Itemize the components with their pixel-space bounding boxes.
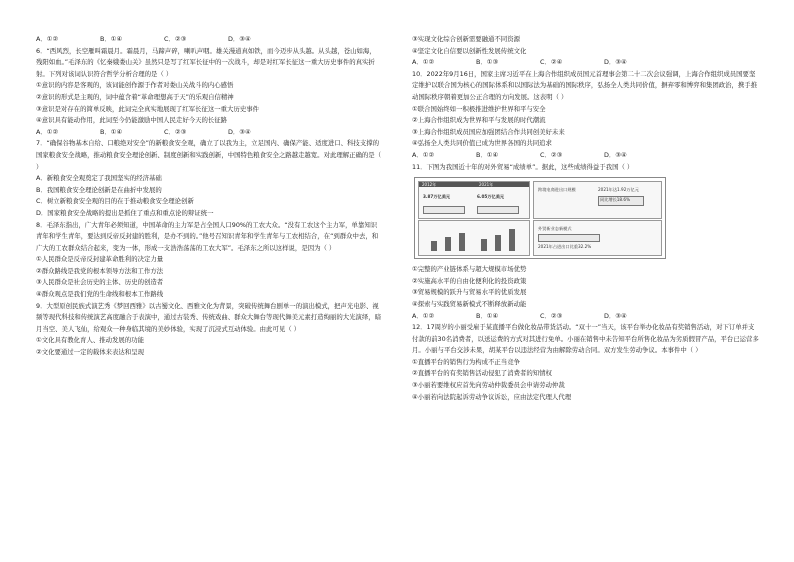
- q7-option-a: A．新粮食安全观奠定了我国坚实的经济基础: [36, 174, 162, 183]
- q6-options: [36, 127, 382, 139]
- q5-option-b: B．①④: [100, 35, 123, 43]
- q6-option-d: D．③④: [228, 127, 251, 136]
- trade-2021-value: 6.05万亿美元: [477, 194, 505, 200]
- q6-option-a: A．①②: [36, 127, 59, 136]
- right-column: [412, 34, 760, 403]
- q11-option-d: D．③④: [604, 311, 627, 320]
- q9-stem: 9．大型原创民族式演艺秀《梦回西雅》以古蜀文化、西雅文化为背景，突破传统舞台剧单一的演出模式，把声光电影、视频等现代科技和传统演艺高度融合于表演中，通过古装秀、传统戏曲、群众大舞台等现代舞美元素打造绚丽的大光演绎，暗月当空、美人飞仙，给观众一种身临其境的美妙体验，实现了沉浸式互动体验。由此可见（ ）: [36, 301, 382, 333]
- q6-option-c: C．②③: [164, 127, 187, 136]
- new-models-box: [538, 234, 600, 242]
- q7-option-d: D．国家粮食安全战略的提出是抓住了重点和重点论的辩证统一: [36, 208, 214, 217]
- q10-item-4: ④弘扬全人类共同价值已成为世界各国的共同追求: [412, 139, 552, 148]
- q5-option-a: A．①②: [36, 35, 59, 43]
- trade-2012-value: 3.87万亿美元: [423, 194, 451, 200]
- q5-option-d: D．③④: [228, 35, 251, 43]
- q11-item-3: ③贸易规模的跃升与贸易水平的优质发展: [412, 288, 527, 297]
- q6-item-4: ④意识具有能动作用，此词至今仍能激励中国人民走好今天的长征路: [36, 116, 228, 125]
- q8-item-1: ①人民群众是反帝反封建革命胜利的决定力量: [36, 255, 164, 264]
- q8-item-2: ②群众路线是我党的根本领导方法和工作方法: [36, 266, 164, 275]
- bar-1: [431, 241, 437, 251]
- q11-stem: 11．下图为我国近十年的对外贸易“成绩单”。据此，这些成绩得益于我国（ ）: [412, 162, 634, 171]
- trade-infographic: [414, 177, 666, 259]
- year-label-2012: 2012年: [422, 182, 437, 188]
- bar-3: [459, 233, 465, 251]
- q10-option-c: C．②③: [540, 150, 563, 159]
- ecommerce-label: 跨境电商进出口规模: [538, 187, 576, 193]
- q12-item-2: ②直播平台的有奖销售活动侵犯了消费者的知情权: [412, 369, 552, 378]
- q12-item-3: ③小丽若要维权应首先向劳动仲裁委员会申请劳动仲裁: [412, 381, 565, 390]
- q9-item-2: ②文化要通过一定的载体来表达和呈现: [36, 348, 144, 357]
- q6-item-3: ③意识是对存在的简单反映，此词完全真实地展现了红军长征这一重大历史事件: [36, 104, 260, 113]
- q11-item-1: ①完整的产业链体系与超大规模市场优势: [412, 265, 527, 274]
- q9-item-4: ④坚定文化自信要以创新性发展传统文化: [412, 46, 527, 55]
- q9-option-a: A．①②: [412, 58, 435, 67]
- q11-option-c: C．②③: [540, 311, 563, 320]
- q11-item-2: ②实施高水平的自由化便利化的投资政策: [412, 276, 527, 285]
- q10-option-b: B．①④: [476, 150, 499, 159]
- q6-option-b: B．①④: [100, 127, 123, 136]
- q12-item-1: ①直播平台的销售行为构成不正当竞争: [412, 357, 520, 366]
- bar-6: [509, 229, 515, 251]
- q10-item-2: ②上海合作组织成为世界和平与发展的时代潮流: [412, 116, 546, 125]
- trade-panel-new-models: [533, 220, 662, 256]
- q7-option-c: C．树立新粮食安全观的目的在于推动粮食安全理论创新: [36, 197, 194, 206]
- q6-item-1: ①意识的内容是客观的，该词能创作源于作者对娄山关战斗的内心感悟: [36, 81, 234, 90]
- ecommerce-value: 2021年达1.92万亿元: [598, 187, 639, 193]
- q11-options: [412, 311, 760, 323]
- q9-option-b: B．①③: [476, 58, 499, 67]
- q9-option-c: C．②④: [540, 58, 563, 67]
- q9-option-d: D．③④: [604, 58, 627, 67]
- trade-panel-volume: [418, 181, 530, 219]
- q10-option-a: A．①②: [412, 150, 435, 159]
- new-models-share: 2021年占进出口比重32.2%: [538, 244, 592, 250]
- q6-item-2: ②意识的形式是主观的，词中蕴含着“革命理想高于天”的乐观自信精神: [36, 92, 234, 101]
- bar-4: [481, 239, 487, 251]
- trade-2012-box: [423, 206, 465, 214]
- left-column: [36, 34, 382, 359]
- trade-panel-ecommerce: [533, 181, 662, 219]
- q12-item-4: ④小丽若向法院起诉劳动争议诉讼，应由法定代理人代理: [412, 392, 572, 401]
- q10-option-d: D．③④: [604, 150, 627, 159]
- q11-option-b: B．①④: [476, 311, 499, 320]
- q8-item-4: ④群众观点是我们党的生命线和根本工作路线: [36, 290, 164, 299]
- year-label-2021: 2021年: [479, 182, 494, 188]
- q10-item-1: ①联合国始终如一积极推进维护世界和平与安全: [412, 104, 546, 113]
- q6-stem: 6．“西风烈，长空雁叫霜晨月。霜晨月，马蹄声碎，喇叭声咽。雄关漫道真如铁，而今迈步从头越。从头越，苍山如海，残阳如血。”毛泽东的《忆秦娥娄山关》虽然只是写了红军长征中的一次战斗，却是对红军长征这一重大历史事件的真实折射。下列对该词认识符合哲学分析合理的是（ ）: [36, 46, 376, 78]
- q10-options: [412, 150, 760, 162]
- new-models-label: 外贸新业态新模式: [538, 226, 572, 232]
- q7-stem: 7．“确保谷物基本自给、口粮绝对安全”的新粮食安全观，确立了以我为主，立足国内、确保产能、适度进口、科技支撑的国家粮食安全战略，推动粮食安全理论创新、制度创新和实践创新，中国特色粮食安全之路越走越宽。对此理解正确的是（ ）: [36, 139, 382, 171]
- q7-option-b: B．我国粮食安全理论创新是在曲折中发展的: [36, 185, 162, 194]
- q11-item-4: ④探索与实践贸易新模式不断释放新动能: [412, 299, 527, 308]
- q10-stem: 10．2022年9月16日，国家主席习近平在上海合作组织成员国元首理事会第二十二次会议强调，上海合作组织成员国要坚定维护以联合国为核心的国际体系和以国际法为基础的国际秩序，弘扬全人类共同价值，摒弃零和博弈和集团政治，携手推动国际秩序朝着更加公正合理的方向发展。这表明（ ）: [412, 69, 758, 101]
- q8-stem: 8．毛泽东指出，广大青年必须知道，中国革命的主力军是占全国人口90%的工农大众。“没有工农这个主力军，单靠知识青年和学生青年，要达到反帝反封建的胜利，是办不到的。”他号召知识青年和学生青年与工农相结合，在“到群众中去，和广大的工农群众结合起来，变为一体，形成一支浩浩荡荡的工农大军”。毛泽东之所以这样说，是因为（ ）: [36, 220, 379, 252]
- q5-option-c: C．②③: [164, 35, 187, 43]
- ecommerce-growth: 同比增长18.6%: [600, 197, 631, 203]
- q12-stem: 12．17周岁的小丽受雇于某直播平台做化妆品带货活动。“双十一”当天，该平台举办化妆品有奖销售活动，对下订单并支付款的前30名消费者，以送运费的方式对其进行免单。小丽在销售中未告知平台所售化妆品为劣质假冒产品，平台已运营多月。小丽与平台交涉未果，胡某平台以违法经营为由解除劳动合同。双方发生劳动争议。本事件中（ ）: [412, 323, 759, 355]
- q11-option-a: A．①②: [412, 311, 435, 320]
- bar-5: [495, 235, 501, 251]
- q5-options: [36, 34, 382, 46]
- q9-item-3: ③实现文化综合创新需要融通不同资源: [412, 35, 520, 43]
- q10-item-3: ③上海合作组织成员国应加强团结合作共同创美好未来: [412, 127, 565, 136]
- q9-item-1: ①文化具有教化育人、推动发展的功能: [36, 336, 144, 345]
- q9-options: [412, 57, 760, 69]
- trade-2021-box: [477, 206, 519, 214]
- q8-item-3: ③人民群众是社会历史的主体、历史的创造者: [36, 278, 164, 287]
- trade-panel-bars: [418, 220, 530, 256]
- bar-2: [445, 237, 451, 251]
